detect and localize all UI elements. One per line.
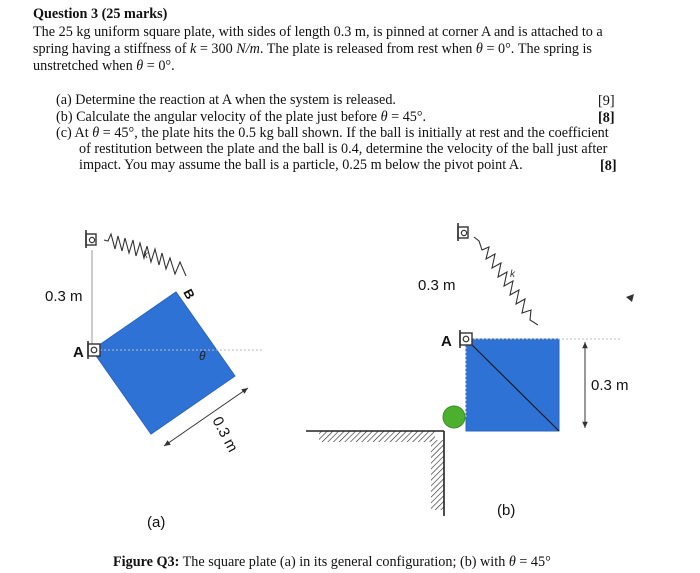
figure-caption-label: Figure Q3: — [113, 554, 180, 570]
symbol-theta: θ — [475, 41, 483, 57]
intro-text: = 0° — [482, 41, 511, 57]
top-support-b — [458, 223, 468, 241]
dim-vertical-a: 0.3 m — [45, 288, 83, 305]
intro-text: . The spring is — [510, 41, 592, 57]
figure-a — [45, 230, 262, 531]
intro-text: = 0°. — [143, 58, 175, 74]
part-c-line3: impact. You may assume the ball is a particle, 0.25 m below the pivot point A. — [79, 157, 523, 173]
part-c-eq: = 45° — [99, 125, 135, 141]
part-a: (a) Determine the reaction at A when the system is released. — [56, 92, 396, 108]
spring-b — [474, 237, 538, 325]
symbol-theta: θ — [136, 58, 144, 74]
question-title: Question 3 (25 marks) — [33, 6, 168, 22]
theta-label-a: θ — [199, 349, 206, 363]
spring-k-label: k — [143, 250, 148, 261]
ball — [443, 406, 465, 428]
figure-caption — [113, 554, 551, 570]
dim-side-b: 0.3 m — [591, 377, 629, 394]
pin-A-b — [460, 330, 472, 348]
square-plate-a — [92, 292, 235, 434]
symbol-theta: θ — [92, 125, 100, 141]
unit-text: N/m — [236, 41, 260, 57]
arrow-mark-b — [626, 294, 634, 302]
figure-b — [306, 223, 634, 519]
pin-A-a — [88, 341, 100, 359]
dim-side-a: 0.3 m — [208, 413, 242, 456]
intro-text: unstretched when — [33, 58, 137, 74]
part-c-marks: [8] — [600, 158, 617, 174]
dim-vertical-b: 0.3 m — [418, 277, 456, 294]
intro-text: The 25 kg uniform square plate, with sides of length 0.3 m, is pinned at corner A and is attached to a — [33, 24, 603, 40]
label-A-a: A — [73, 344, 84, 361]
caption-b: (b) — [497, 502, 516, 519]
intro-text: spring having a stiffness of — [33, 41, 190, 57]
part-c-text: , the plate hits the 0.5 kg ball shown. If the ball is initially at rest and the coefficient — [134, 125, 609, 141]
part-b-marks: [8] — [598, 110, 615, 126]
part-c-text: (c) At — [56, 125, 93, 141]
ground-support — [306, 431, 444, 516]
symbol-theta: θ — [508, 554, 516, 570]
figure-caption-eq: = 45° — [515, 554, 551, 570]
spring-k-label: k — [510, 269, 515, 280]
intro-text: . The plate is released from rest when — [259, 41, 476, 57]
caption-a: (a) — [147, 514, 166, 531]
label-B: B — [180, 286, 199, 302]
top-support-a — [86, 230, 96, 248]
part-c-line2: of restitution between the plate and the ball is 0.4, determine the velocity of the ball just after — [79, 141, 608, 157]
intro-text: = 300 — [196, 41, 237, 57]
symbol-theta: θ — [380, 109, 388, 125]
part-b-text: (b) Calculate the angular velocity of the plate just before — [56, 109, 381, 125]
label-A-b: A — [441, 333, 452, 350]
part-b-eq: = 45°. — [387, 109, 427, 125]
figure-caption-text: The square plate (a) in its general configuration; (b) with — [179, 554, 509, 570]
symbol-k: k — [189, 41, 197, 57]
part-a-marks: [9] — [598, 93, 615, 109]
